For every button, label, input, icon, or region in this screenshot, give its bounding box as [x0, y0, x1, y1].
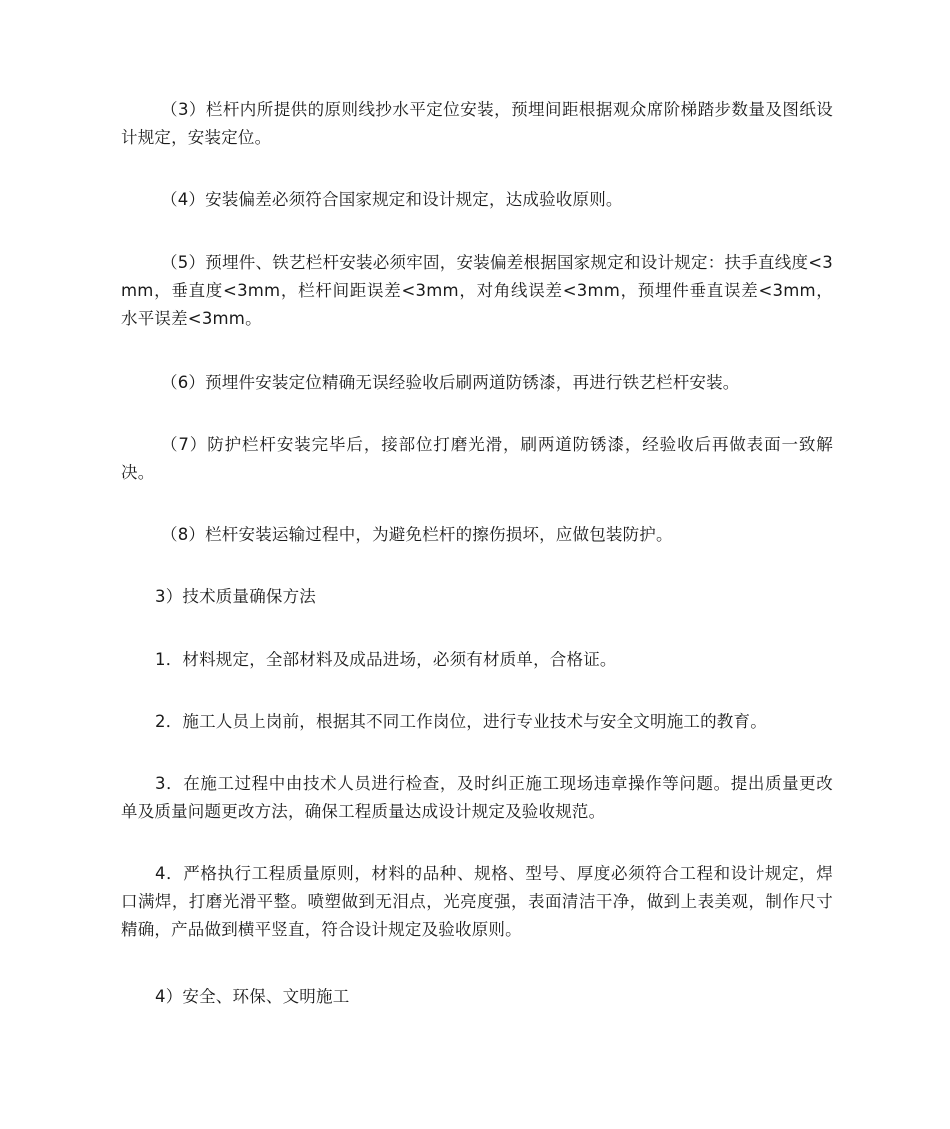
- paragraph-item-4: （4）安装偏差必须符合国家规定和设计规定，达成验收原则。: [161, 190, 623, 209]
- paragraph-item-8: （8）栏杆安装运输过程中，为避免栏杆的擦伤损坏，应做包装防护。: [161, 525, 673, 544]
- numbered-item-3: 3．在施工过程中由技术人员进行检查，及时纠正施工现场违章操作等问题。提出质量更改单及质量问题更改方法，确保工程质量达成设计规定及验收规范。: [121, 774, 833, 821]
- numbered-item-4: 4．严格执行工程质量原则，材料的品种、规格、型号、厚度必须符合工程和设计规定，焊口满焊，打磨光滑平整。喷塑做到无泪点，光亮度强，表面清洁干净，做到上表美观，制作尺寸精确，产品做到横平竖直，符合设计规定及验收原则。: [121, 864, 833, 939]
- paragraph-item-7: （7）防护栏杆安装完毕后，接部位打磨光滑，刷两道防锈漆，经验收后再做表面一致解决。: [121, 435, 833, 482]
- numbered-item-1: 1．材料规定，全部材料及成品进场，必须有材质单，合格证。: [155, 650, 617, 669]
- section-heading-quality: 3）技术质量确保方法: [155, 587, 316, 606]
- paragraph-item-3: （3）栏杆内所提供的原则线抄水平定位安装，预埋间距根据观众席阶梯踏步数量及图纸设计规定，安装定位。: [121, 100, 833, 147]
- numbered-item-2: 2．施工人员上岗前，根据其不同工作岗位，进行专业技术与安全文明施工的教育。: [155, 712, 767, 731]
- paragraph-item-5: （5）预埋件、铁艺栏杆安装必须牢固，安装偏差根据国家规定和设计规定：扶手直线度<3mm，垂直度<3mm，栏杆间距误差<3mm，对角线误差<3mm，预埋件垂直误差<3mm，水平误差<3mm。: [121, 253, 833, 328]
- paragraph-item-6: （6）预埋件安装定位精确无误经验收后刷两道防锈漆，再进行铁艺栏杆安装。: [161, 373, 740, 392]
- section-heading-safety: 4）安全、环保、文明施工: [155, 987, 350, 1006]
